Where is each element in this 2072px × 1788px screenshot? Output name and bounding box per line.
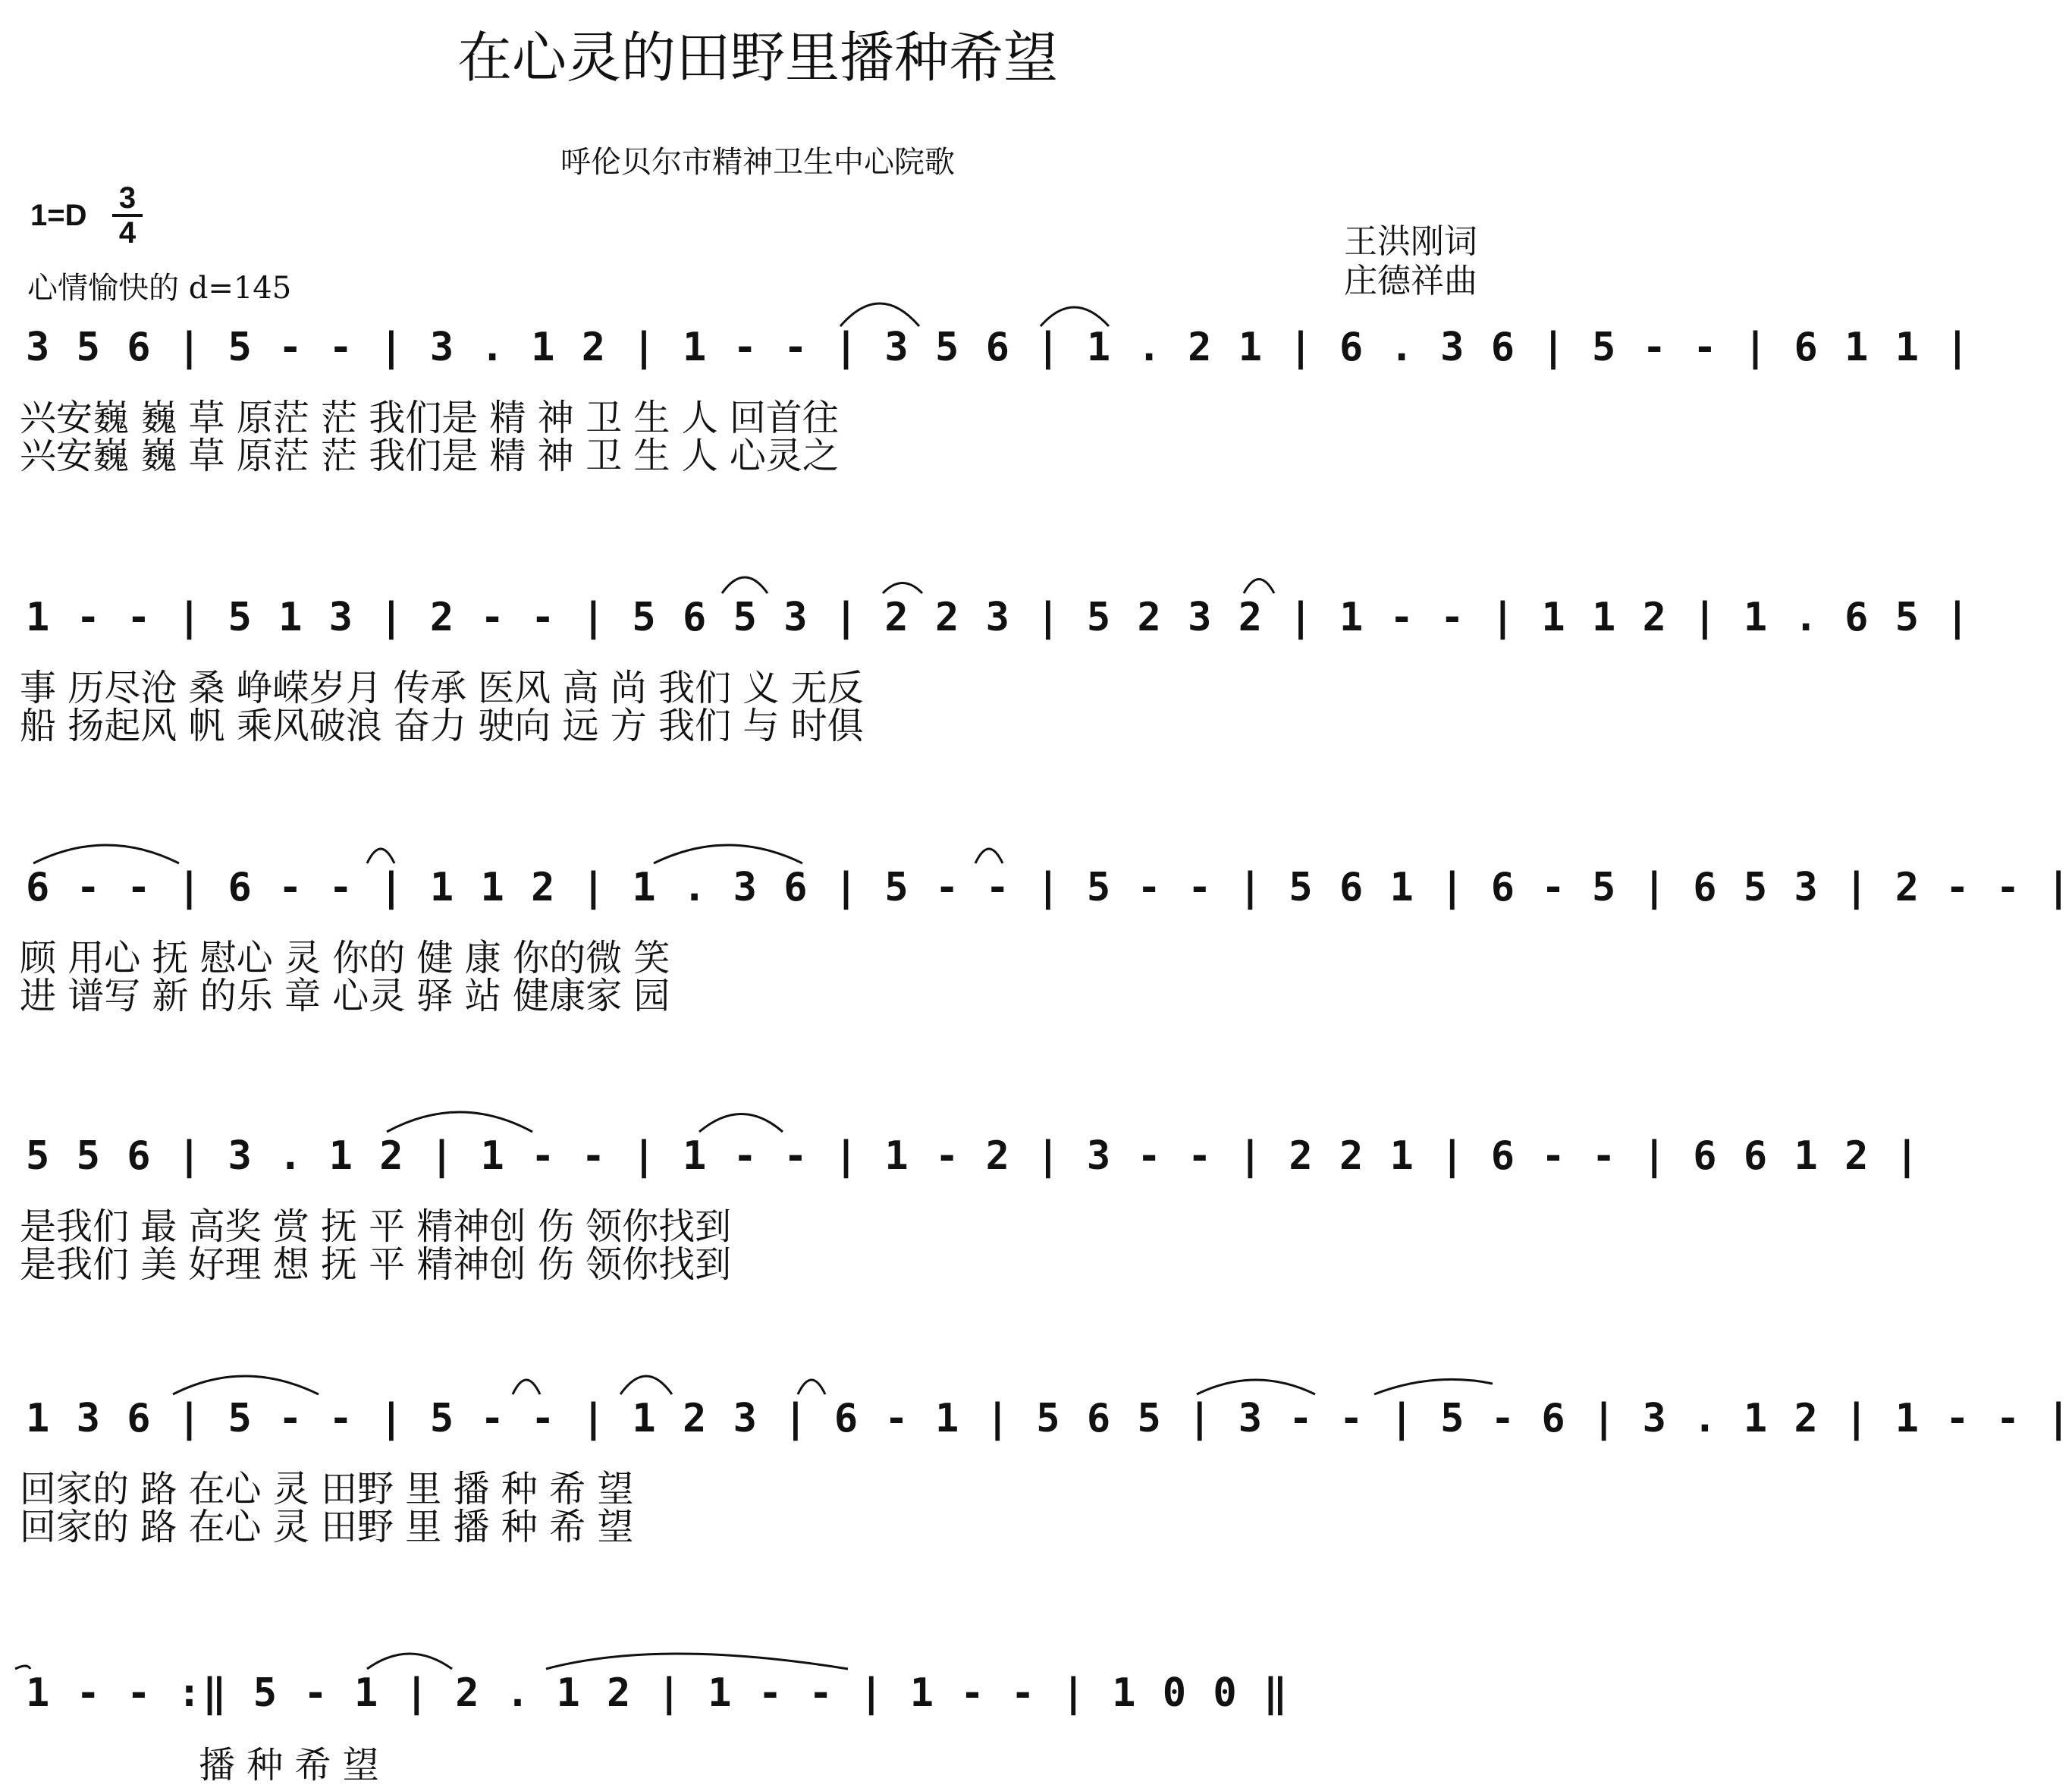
notation-line-1: 3 5 6 | 5 - - | 3 . 1 2 | 1 - - | 3 5 6 | 1 . 2 1 | 6 . 3 6 | 5 - - | 6 1 1 |: [26, 325, 1971, 370]
notation-line-4: 5 5 6 | 3 . 1 2 | 1 - - | 1 - - | 1 - 2 | 3 - - | 2 2 1 | 6 - - | 6 6 1 2 |: [26, 1133, 1920, 1179]
lyrics-line-5-verse-2: 回家的 路 在心 灵 田野 里 播 种 希 望: [20, 1506, 634, 1548]
notation-line-3: 6 - - | 6 - - | 1 1 2 | 1 . 3 6 | 5 - - | 5 - - | 5 6 1 | 6 - 5 | 6 5 3 | 2 - - |: [26, 865, 2072, 910]
lyrics-line-3-verse-2: 进 谱写 新 的乐 章 心灵 驿 站 健康家 园: [20, 975, 670, 1017]
lyrics-line-5-verse-1: 回家的 路 在心 灵 田野 里 播 种 希 望: [20, 1468, 634, 1510]
lyrics-line-4-verse-1: 是我们 最 高奖 赏 抚 平 精神创 伤 领你找到: [20, 1205, 732, 1248]
notation-line-6: 1 - - :‖ 5 - 1 | 2 . 1 2 | 1 - - | 1 - - | 1 0 0 ‖: [26, 1670, 1289, 1716]
tempo-bpm: d=145: [188, 271, 292, 306]
lyrics-line-1-verse-1: 兴安巍 巍 草 原茫 茫 我们是 精 神 卫 生 人 回首往: [20, 397, 839, 439]
song-title: 在心灵的田野里播种希望: [457, 26, 1058, 90]
lyrics-line-3-verse-1: 顾 用心 抚 慰心 灵 你的 健 康 你的微 笑: [20, 937, 670, 979]
time-signature-bottom: 4: [118, 216, 137, 250]
notation-line-2: 1 - - | 5 1 3 | 2 - - | 5 6 5 3 | 2 2 3 | 5 2 3 2 | 1 - - | 1 1 2 | 1 . 6 5 |: [26, 595, 1971, 640]
lyricist-credit: 王洪刚词: [1344, 222, 1477, 261]
song-subtitle: 呼伦贝尔市精神卫生中心院歌: [560, 145, 955, 180]
lyrics-line-1-verse-2: 兴安巍 巍 草 原茫 茫 我们是 精 神 卫 生 人 心灵之: [20, 435, 839, 477]
composer-credit: 庄德祥曲: [1344, 262, 1477, 300]
notation-line-5: 1 3 6 | 5 - - | 5 - - | 1 2 3 | 6 - 1 | 5 6 5 | 3 - - | 5 - 6 | 3 . 1 2 | 1 - - |: [26, 1396, 2072, 1441]
lyrics-line-2-verse-1: 事 历尽沧 桑 峥嵘岁月 传承 医风 高 尚 我们 义 无反: [20, 667, 864, 709]
lyrics-line-4-verse-2: 是我们 美 好理 想 抚 平 精神创 伤 领你找到: [20, 1243, 732, 1286]
time-signature-top: 3: [112, 182, 143, 217]
lyrics-line-6-verse-1: 播 种 希 望: [199, 1744, 379, 1786]
tempo-mark: 心情愉快的: [27, 271, 179, 306]
lyrics-line-2-verse-2: 船 扬起风 帆 乘风破浪 奋力 驶向 远 方 我们 与 时俱: [20, 705, 864, 747]
key-signature: 1=D: [30, 199, 87, 232]
